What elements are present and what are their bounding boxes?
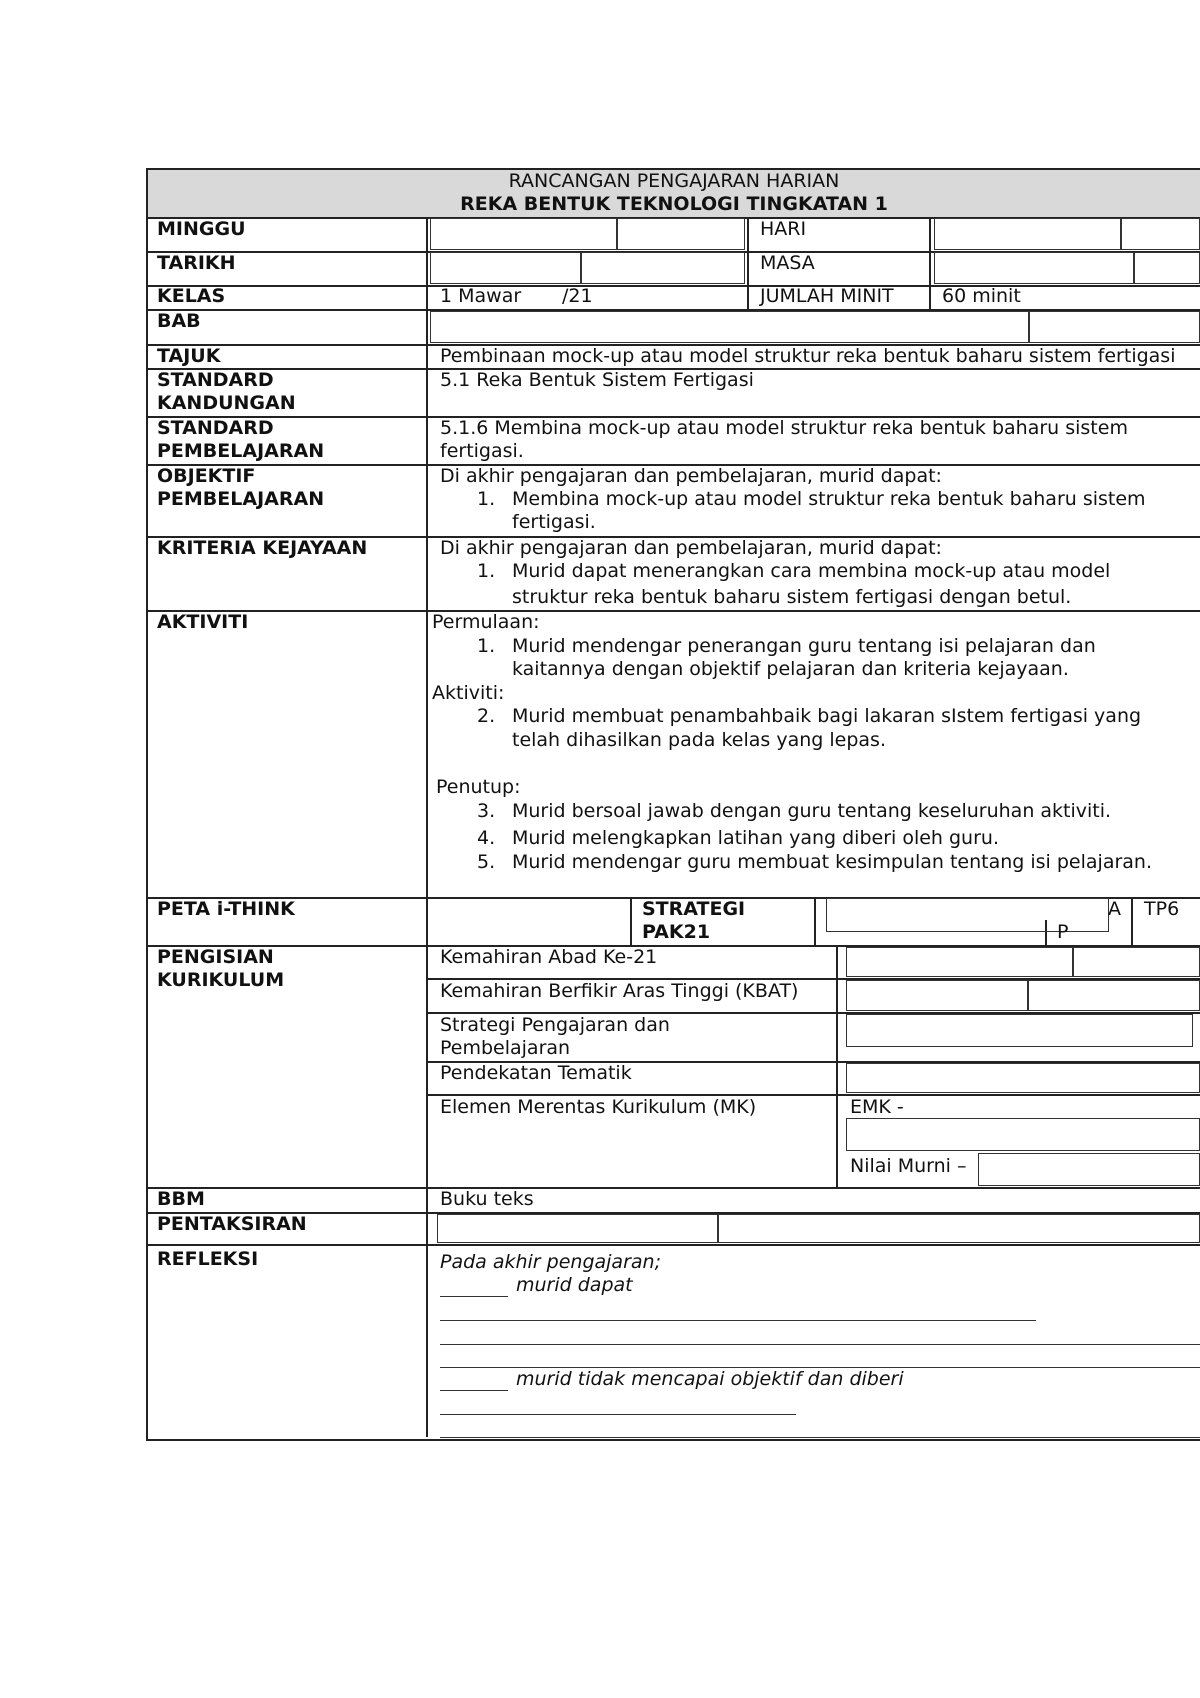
label-pengisian: PENGISIAN (157, 946, 274, 968)
standard-pembelajaran-value: 5.1.6 Membina mock-up atau model struktur reka bentuk baharu sistem (440, 417, 1128, 439)
label-kriteria: KRITERIA KEJAYAAN (157, 537, 368, 559)
fill-blank[interactable] (440, 1320, 1036, 1321)
tp-partial-label: P (1057, 921, 1069, 943)
kbat-field[interactable] (846, 980, 1028, 1011)
fill-blank[interactable] (440, 1344, 1200, 1345)
tp6-label: TP6 (1144, 898, 1180, 920)
abad21-field[interactable] (1073, 947, 1200, 977)
column-divider (929, 217, 931, 285)
label-strategi-pak21: PAK21 (642, 921, 711, 943)
column-divider (630, 897, 632, 945)
list-number: 4. (477, 827, 496, 849)
aktiviti-item: Murid bersoal jawab dengan guru tentang keseluruhan aktiviti. (512, 800, 1112, 822)
masa-field[interactable] (934, 252, 1134, 284)
aktiviti-heading: Aktiviti: (432, 682, 505, 704)
refleksi-line: Pada akhir pengajaran; (440, 1251, 661, 1273)
tematik-field[interactable] (846, 1063, 1200, 1093)
kbat-field[interactable] (1028, 980, 1200, 1011)
penutup-heading: Penutup: (436, 776, 521, 798)
column-divider (814, 897, 816, 945)
refleksi-line: murid tidak mencapai objektif dan diberi (516, 1368, 904, 1390)
tp-partial-label: A (1108, 898, 1121, 920)
label-strategi-pak21: STRATEGI (642, 898, 746, 920)
row-divider (146, 610, 1200, 612)
strategi-pdp-label: Pembelajaran (440, 1037, 571, 1059)
label-standard-pembelajaran: STANDARD (157, 417, 274, 439)
hari-field[interactable] (1121, 218, 1200, 250)
tajuk-value: Pembinaan mock-up atau model struktur reka bentuk baharu sistem fertigasi (440, 345, 1176, 367)
standard-kandungan-value: 5.1 Reka Bentuk Sistem Fertigasi (440, 369, 754, 391)
objektif-intro: Di akhir pengajaran dan pembelajaran, murid dapat: (440, 465, 942, 487)
bab-field[interactable] (430, 311, 1029, 343)
column-divider (747, 285, 749, 309)
list-number: 1. (477, 488, 496, 510)
list-number: 1. (477, 635, 496, 657)
label-pentaksiran: PENTAKSIRAN (157, 1213, 307, 1235)
fill-blank[interactable] (440, 1390, 508, 1391)
emk-label: EMK - (850, 1096, 904, 1118)
row-divider (146, 285, 1200, 287)
column-divider (426, 217, 428, 1437)
strategi-pdp-field[interactable] (846, 1014, 1193, 1047)
column-divider (836, 945, 838, 1187)
label-objektif: OBJEKTIF (157, 465, 256, 487)
fill-blank[interactable] (440, 1296, 508, 1297)
pentaksiran-field[interactable] (437, 1214, 718, 1243)
minggu-field[interactable] (430, 218, 617, 250)
fill-blank[interactable] (440, 1437, 1200, 1438)
label-pengisian: KURIKULUM (157, 969, 285, 991)
column-divider (929, 285, 931, 309)
label-hari: HARI (760, 218, 807, 240)
jumlah-minit-value: 60 minit (942, 285, 1021, 307)
strategi-pdp-label: Strategi Pengajaran dan (440, 1014, 670, 1036)
standard-pembelajaran-value: fertigasi. (440, 440, 524, 462)
masa-field[interactable] (1134, 252, 1200, 284)
column-divider (1131, 897, 1133, 945)
nilai-murni-field[interactable] (978, 1153, 1200, 1186)
aktiviti-item: Murid melengkapkan latihan yang diberi oleh guru. (512, 827, 999, 849)
kriteria-intro: Di akhir pengajaran dan pembelajaran, murid dapat: (440, 537, 942, 559)
label-aktiviti: AKTIVITI (157, 611, 249, 633)
label-peta: PETA i-THINK (157, 898, 295, 920)
emk-field[interactable] (846, 1118, 1200, 1151)
list-number: 3. (477, 800, 496, 822)
bab-field[interactable] (1029, 311, 1200, 343)
label-bab: BAB (157, 310, 201, 332)
pentaksiran-field[interactable] (718, 1214, 1200, 1243)
fill-blank[interactable] (440, 1414, 796, 1415)
emk-section-label: Elemen Merentas Kurikulum (MK) (440, 1096, 757, 1118)
abad21-label: Kemahiran Abad Ke-21 (440, 946, 658, 968)
aktiviti-item: Murid mendengar penerangan guru tentang isi pelajaran dan (512, 635, 1096, 657)
aktiviti-item: kaitannya dengan objektif pelajaran dan kriteria kejayaan. (512, 658, 1069, 680)
abad21-field[interactable] (846, 947, 1073, 977)
label-standard-kandungan: STANDARD (157, 369, 274, 391)
aktiviti-item: telah dihasilkan pada kelas yang lepas. (512, 729, 886, 751)
kelas-value: 1 Mawar (440, 285, 522, 307)
kriteria-item: struktur reka bentuk baharu sistem fertigasi dengan betul. (512, 586, 1072, 608)
permulaan-heading: Permulaan: (432, 611, 540, 633)
label-jumlah-minit: JUMLAH MINIT (760, 285, 894, 307)
minggu-field[interactable] (617, 218, 745, 250)
kelas-year: /21 (562, 285, 593, 307)
row-divider (146, 1244, 1200, 1246)
column-divider (747, 217, 749, 285)
tarikh-field[interactable] (430, 252, 581, 284)
label-bbm: BBM (157, 1188, 205, 1210)
refleksi-line: murid dapat (516, 1274, 633, 1296)
aktiviti-item: Murid membuat penambahbaik bagi lakaran sIstem fertigasi yang (512, 705, 1142, 727)
label-tajuk: TAJUK (157, 345, 221, 367)
aktiviti-item: Murid mendengar guru membuat kesimpulan tentang isi pelajaran. (512, 851, 1152, 873)
label-tarikh: TARIKH (157, 252, 236, 274)
nilai-murni-label: Nilai Murni – (850, 1155, 967, 1177)
label-refleksi: REFLEKSI (157, 1248, 259, 1270)
hari-field[interactable] (934, 218, 1121, 250)
tematik-label: Pendekatan Tematik (440, 1062, 632, 1084)
tarikh-field[interactable] (581, 252, 745, 284)
label-masa: MASA (760, 252, 815, 274)
objektif-item: Membina mock-up atau model struktur reka bentuk baharu sistem (512, 488, 1146, 510)
row-divider (146, 1187, 1200, 1189)
list-number: 1. (477, 560, 496, 582)
label-standard-kandungan: KANDUNGAN (157, 392, 296, 414)
label-standard-pembelajaran: PEMBELAJARAN (157, 440, 325, 462)
kriteria-item: Murid dapat menerangkan cara membina mock-up atau model (512, 560, 1111, 582)
label-objektif: PEMBELAJARAN (157, 488, 325, 510)
bbm-value: Buku teks (440, 1188, 534, 1210)
label-minggu: MINGGU (157, 218, 246, 240)
document-title: RANCANGAN PENGAJARAN HARIAN (508, 170, 840, 192)
list-number: 5. (477, 851, 496, 873)
document-subtitle: REKA BENTUK TEKNOLOGI TINGKATAN 1 (460, 193, 888, 215)
objektif-item: fertigasi. (512, 511, 596, 533)
kbat-label: Kemahiran Berfikir Aras Tinggi (KBAT) (440, 980, 799, 1002)
list-number: 2. (477, 705, 496, 727)
label-kelas: KELAS (157, 285, 226, 307)
